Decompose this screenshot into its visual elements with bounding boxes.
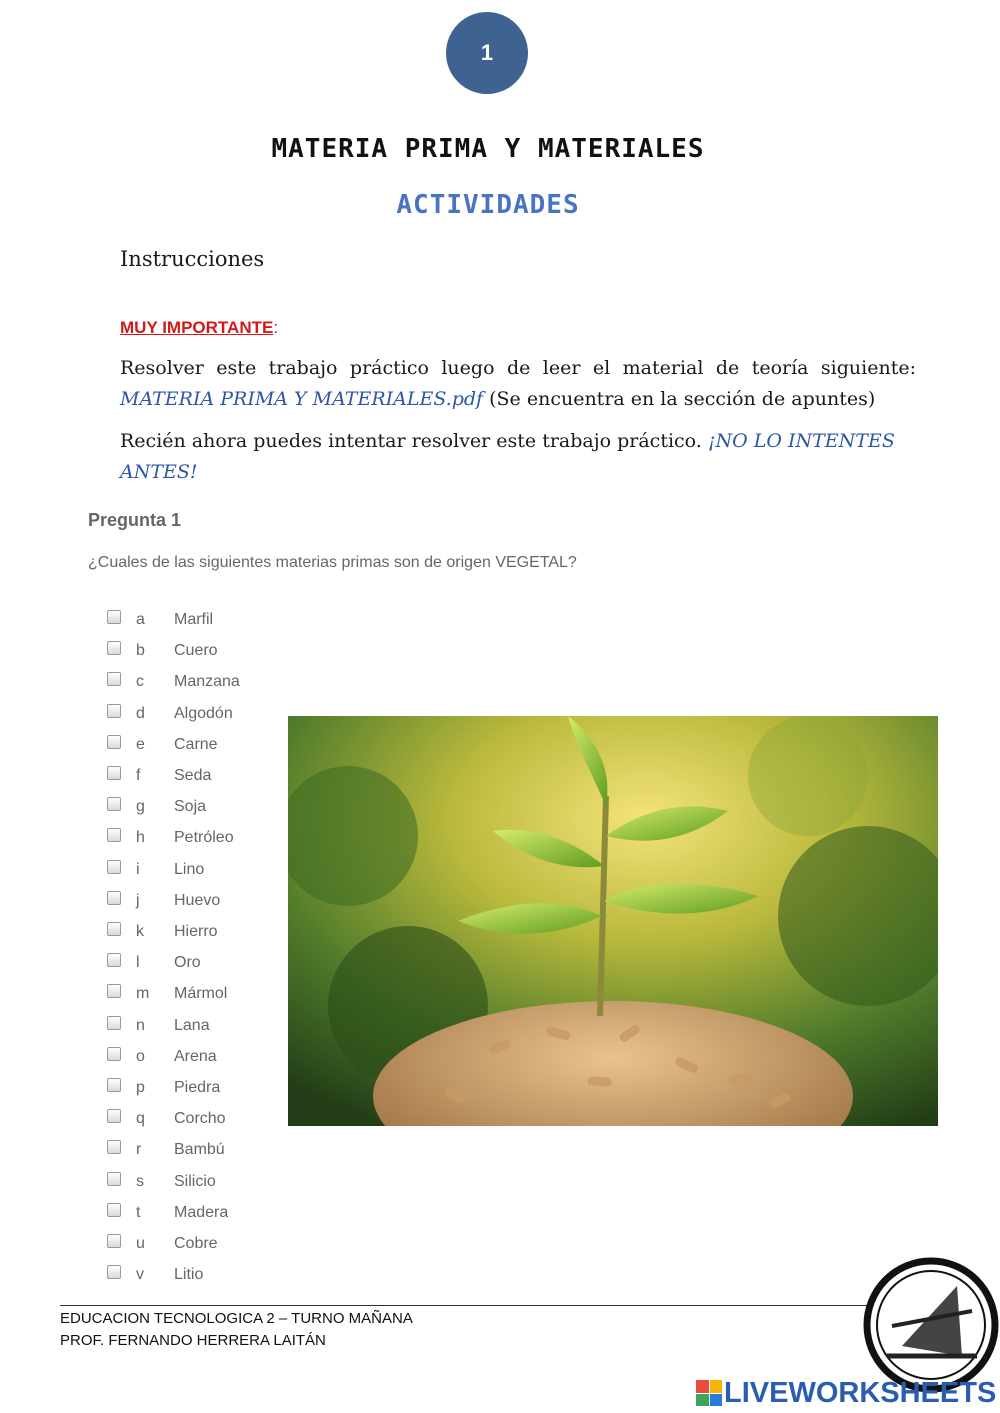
option-checkbox[interactable] — [107, 797, 121, 811]
page-title: MATERIA PRIMA Y MATERIALES — [271, 134, 705, 164]
option-letter: m — [136, 985, 150, 1003]
important-notice — [120, 318, 278, 338]
option-label: Petróleo — [174, 829, 234, 847]
option-letter: l — [136, 954, 140, 972]
option-label: Piedra — [174, 1079, 221, 1096]
option-label: Carne — [174, 735, 218, 753]
option-checkbox[interactable] — [107, 1172, 121, 1186]
option-checkbox[interactable] — [107, 891, 121, 905]
option-row-r[interactable] — [107, 1137, 225, 1163]
paragraph-read-material — [120, 353, 916, 415]
liveworksheets-brand — [696, 1374, 996, 1412]
footer-teacher: PROF. FERNANDO HERRERA LAITÁN — [60, 1332, 326, 1349]
instructions-label: Instrucciones — [120, 247, 265, 271]
option-row-h[interactable] — [107, 825, 234, 851]
option-row-o[interactable] — [107, 1044, 217, 1070]
option-label: Hierro — [174, 923, 218, 940]
option-letter: v — [136, 1266, 144, 1284]
option-checkbox[interactable] — [107, 1109, 121, 1123]
option-checkbox[interactable] — [107, 672, 121, 686]
option-letter: q — [136, 1110, 145, 1128]
option-label: Huevo — [174, 891, 221, 909]
liveworksheets-wordmark: LIVEWORKSHEETS — [724, 1376, 997, 1409]
option-checkbox[interactable] — [107, 704, 121, 718]
option-label: Madera — [174, 1203, 229, 1221]
paragraph2-text: Recién ahora puedes intentar resolver este trabajo práctico. — [120, 430, 702, 452]
page-subtitle: ACTIVIDADES — [396, 190, 580, 220]
option-row-a[interactable] — [107, 607, 213, 633]
option-letter: t — [136, 1203, 141, 1221]
important-colon: : — [273, 318, 279, 337]
option-row-l[interactable] — [107, 950, 201, 976]
footer-course: EDUCACION TECNOLOGICA 2 – TURNO MAÑANA — [60, 1310, 413, 1327]
option-letter: k — [136, 923, 144, 940]
important-label: MUY IMPORTANTE — [120, 318, 274, 337]
option-row-q[interactable] — [107, 1106, 226, 1132]
question-text: ¿Cuales de las siguientes materias primas son de origen VEGETAL? — [88, 554, 577, 571]
option-checkbox[interactable] — [107, 1047, 121, 1061]
option-checkbox[interactable] — [107, 828, 121, 842]
option-checkbox[interactable] — [107, 1016, 121, 1030]
option-row-n[interactable] — [107, 1013, 210, 1039]
option-checkbox[interactable] — [107, 1234, 121, 1248]
option-row-t[interactable] — [107, 1200, 228, 1226]
liveworksheets-icon — [696, 1380, 722, 1406]
option-letter: c — [136, 673, 144, 691]
option-row-m[interactable] — [107, 981, 227, 1007]
option-row-b[interactable] — [107, 638, 218, 664]
option-row-s[interactable] — [107, 1169, 216, 1195]
option-letter: o — [136, 1047, 145, 1065]
option-row-p[interactable] — [107, 1075, 220, 1101]
option-row-f[interactable] — [107, 763, 211, 789]
question-title: Pregunta 1 — [88, 510, 182, 530]
option-label: Litio — [174, 1266, 204, 1284]
option-letter: g — [136, 798, 145, 816]
option-row-v[interactable] — [107, 1262, 203, 1288]
plant-seedling-image — [288, 716, 938, 1126]
option-checkbox[interactable] — [107, 1203, 121, 1217]
warning-emphasis: ¡NO LO INTENTES ANTES! — [120, 430, 895, 483]
option-letter: b — [136, 642, 145, 660]
option-label: Arena — [174, 1047, 217, 1065]
option-label: Lana — [174, 1016, 210, 1034]
option-letter: p — [136, 1079, 145, 1096]
option-checkbox[interactable] — [107, 641, 121, 655]
option-row-k[interactable] — [107, 919, 218, 945]
page-number-badge: 1 — [446, 12, 528, 94]
option-label: Cobre — [174, 1235, 218, 1252]
paragraph1-text: Resolver este trabajo práctico luego de leer el material de teoría siguiente: — [120, 357, 916, 379]
option-label: Mármol — [174, 985, 228, 1003]
option-row-j[interactable] — [107, 888, 220, 914]
option-row-u[interactable] — [107, 1231, 218, 1257]
option-row-g[interactable] — [107, 794, 206, 820]
option-letter: e — [136, 735, 145, 753]
option-label: Lino — [174, 860, 205, 878]
option-checkbox[interactable] — [107, 610, 121, 624]
option-label: Algodón — [174, 704, 233, 722]
paragraph-warning — [120, 426, 916, 488]
footer-divider — [60, 1305, 890, 1306]
option-letter: a — [136, 611, 145, 628]
option-label: Cuero — [174, 642, 218, 660]
option-label: Oro — [174, 954, 201, 972]
option-letter: u — [136, 1235, 145, 1252]
option-letter: s — [136, 1172, 144, 1190]
option-checkbox[interactable] — [107, 1140, 121, 1154]
option-label: Seda — [174, 767, 212, 784]
option-letter: r — [136, 1141, 142, 1159]
option-checkbox[interactable] — [107, 735, 121, 749]
option-checkbox[interactable] — [107, 860, 121, 874]
option-letter: n — [136, 1016, 145, 1034]
option-label: Marfil — [174, 611, 214, 628]
option-checkbox[interactable] — [107, 1265, 121, 1279]
option-checkbox[interactable] — [107, 922, 121, 936]
option-letter: f — [136, 767, 141, 784]
material-pdf-link[interactable]: MATERIA PRIMA Y MATERIALES.pdf — [120, 388, 484, 410]
option-checkbox[interactable] — [107, 984, 121, 998]
plant-illustration — [288, 716, 938, 1126]
option-letter: i — [136, 860, 140, 878]
option-row-e[interactable] — [107, 732, 218, 758]
option-checkbox[interactable] — [107, 1078, 121, 1092]
option-checkbox[interactable] — [107, 953, 121, 967]
option-label: Bambú — [174, 1141, 225, 1159]
option-row-d[interactable] — [107, 701, 233, 727]
option-checkbox[interactable] — [107, 766, 121, 780]
option-letter: h — [136, 829, 145, 847]
option-label: Manzana — [174, 673, 240, 691]
option-label: Silicio — [174, 1172, 216, 1190]
paragraph1-after: (Se encuentra en la sección de apuntes) — [489, 388, 876, 410]
option-row-c[interactable] — [107, 669, 240, 695]
option-letter: d — [136, 704, 145, 722]
option-letter: j — [136, 891, 140, 909]
option-label: Corcho — [174, 1110, 226, 1128]
option-row-i[interactable] — [107, 857, 204, 883]
option-label: Soja — [174, 798, 207, 816]
